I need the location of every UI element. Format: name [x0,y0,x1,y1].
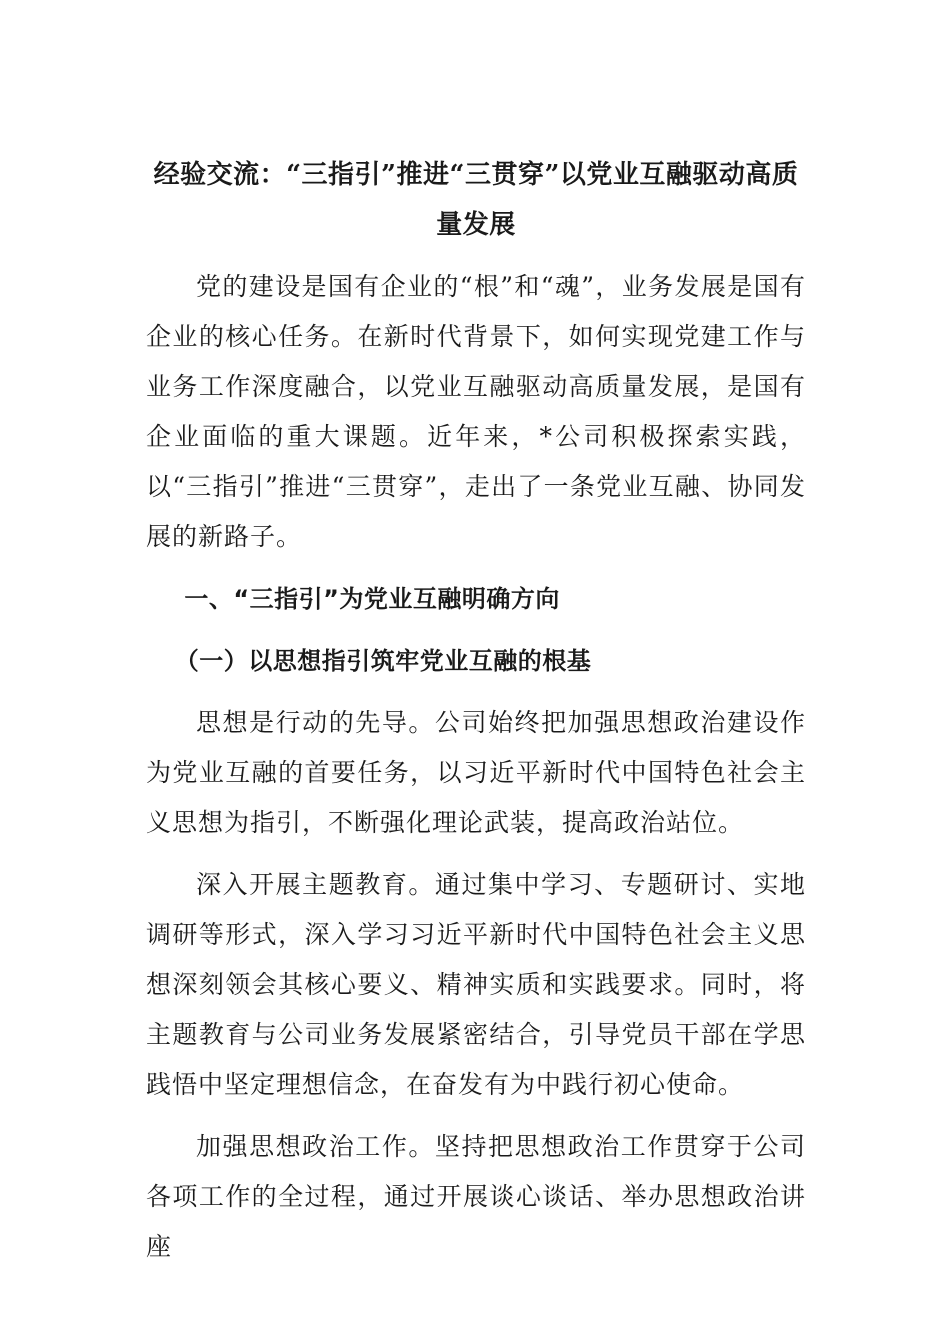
document-body [146,150,806,1284]
body-paragraph: 深入开展主题教育。通过集中学习、专题研讨、实地调研等形式，深入学习习近平新时代中国特色社会主义思想深刻领会其核心要义、精神实质和实践要求。同时，将主题教育与公司业务发展紧密结合，引导党员干部在学思践悟中坚定理想信念，在奋发有为中践行初心使命。 [146,870,806,1099]
body-paragraph: 加强思想政治工作。坚持把思想政治工作贯穿于公司各项工作的全过程，通过开展谈心谈话、举办思想政治讲座 [146,1132,806,1261]
subsection-heading: （一）以思想指引筑牢党业互融的根基 [174,646,592,675]
section-heading: 一、“三指引”为党业互融明确方向 [184,585,560,613]
body-paragraph: 思想是行动的先导。公司始终把加强思想政治建设作为党业互融的首要任务，以习近平新时代中国特色社会主义思想为指引，不断强化理论武装，提高政治站位。 [146,708,806,837]
document-title: 经验交流：“三指引”推进“三贯穿”以党业互融驱动高质量发展 [153,160,799,240]
intro-paragraph: 党的建设是国有企业的“根”和“魂”，业务发展是国有企业的核心任务。在新时代背景下，如何实现党建工作与业务工作深度融合，以党业互融驱动高质量发展，是国有企业面临的重大课题。近年来，*公司积极探索实践，以“三指引”推进“三贯穿”，走出了一条党业互融、协同发展的新路子。 [146,272,806,551]
